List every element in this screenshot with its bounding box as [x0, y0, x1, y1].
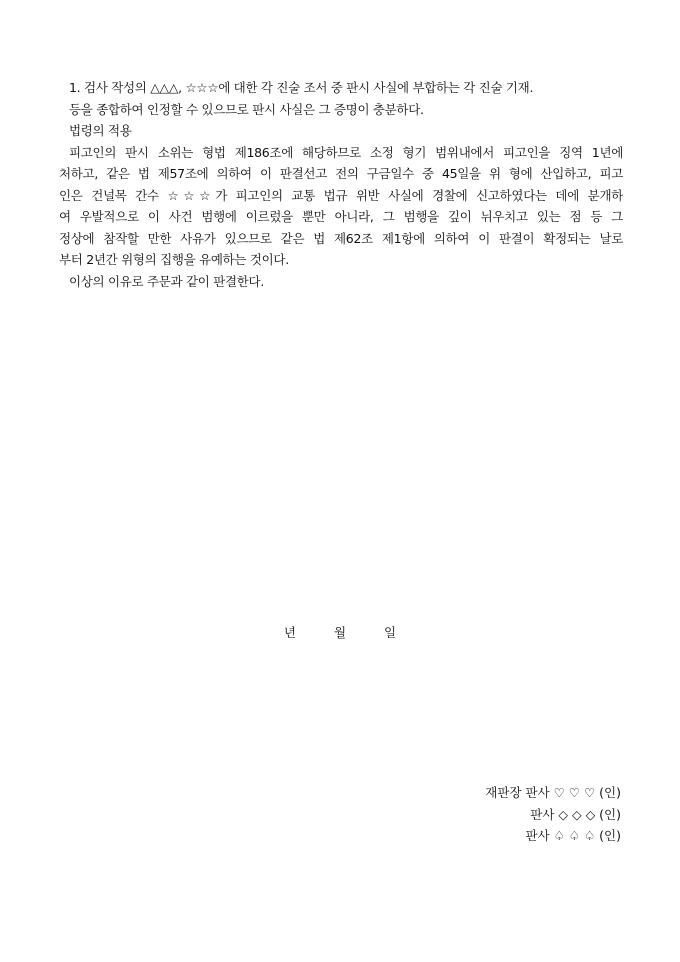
date-day: 일: [384, 625, 397, 640]
signature-judge-2: 판사 ◇ ◇ ◇ (인): [530, 806, 621, 822]
evidence-item-line: 1. 검사 작성의 △△△, ☆☆☆에 대한 각 진술 조서 중 판시 사실에 부합하는 각 진술 기재.: [69, 80, 534, 95]
law-line-1: 피고인의 판시 소위는 형법 제186조에 해당하므로 소정 형기 범위내에서 피고인을 징역 1년에: [69, 144, 623, 160]
law-line-2: 처하고, 같은 법 제57조에 의하여 이 판결선고 전의 구금일수 중 45일을 위 형에 산입하고, 피고: [59, 166, 623, 181]
date-month: 월: [333, 625, 347, 640]
judge-signatures: [485, 782, 621, 847]
law-line-6: 부터 2년간 위형의 집행을 유예하는 것이다.: [59, 252, 289, 267]
signature-presiding-judge: 재판장 판사 ♡ ♡ ♡ (인): [485, 785, 621, 800]
evidence-conclusion-line: 등을 종합하여 인정할 수 있으므로 판시 사실은 그 증명이 충분하다.: [69, 101, 424, 117]
judgment-body: [59, 77, 623, 292]
section-heading-law: 법령의 적용: [69, 123, 132, 138]
law-line-3: 인은 건널목 간수 ☆☆☆가 피고인의 교통 법규 위반 사실에 경찰에 신고하였다는 데에 분개하: [59, 187, 623, 203]
law-line-5: 정상에 참작할 만한 사유가 있으므로 같은 법 제62조 제1항에 의하여 이 판결이 확정되는 날로: [59, 230, 623, 246]
date-year: 년: [283, 625, 296, 640]
signature-judge-3: 판사 ♤ ♤ ♤ (인): [525, 828, 621, 843]
law-line-4: 여 우발적으로 이 사건 범행에 이르렀을 뿐만 아니라, 그 범행을 깊이 뉘우치고 있는 점 등 그: [59, 209, 623, 224]
judgment-date: [0, 623, 680, 641]
conclusion-line: 이상의 이유로 주문과 같이 판결한다.: [69, 273, 264, 289]
